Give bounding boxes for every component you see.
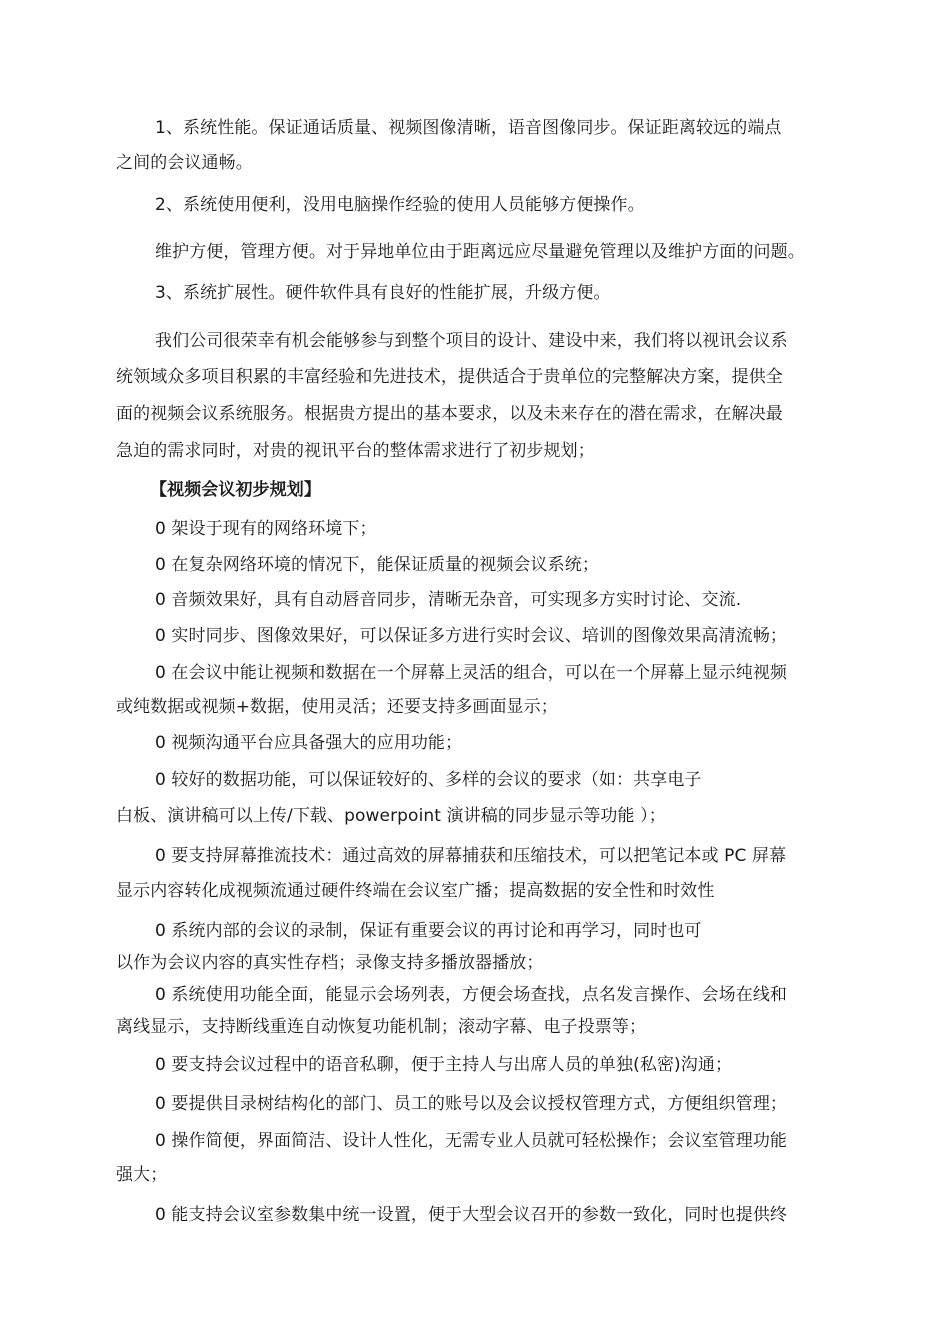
list-item-continuation: 以作为会议内容的真实性存档；录像支持多播放器播放；: [116, 953, 544, 973]
list-item: 0 较好的数据功能，可以保证较好的、多样的会议的要求（如：共享电子: [155, 770, 702, 790]
list-item-continuation: 白板、演讲稿可以上传/下载、powerpoint 演讲稿的同步显示等功能 ）；: [116, 806, 666, 826]
list-item: 0 在会议中能让视频和数据在一个屏幕上灵活的组合，可以在一个屏幕上显示纯视频: [155, 663, 788, 683]
list-item: 0 实时同步、图像效果好，可以保证多方进行实时会议、培训的图像效果高清流畅；: [155, 626, 788, 646]
paragraph-line: 之间的会议通畅。: [116, 153, 253, 173]
paragraph-line: 3、系统扩展性。硬件软件具有良好的性能扩展，升级方便。: [155, 283, 611, 303]
list-item-continuation: 离线显示，支持断线重连自动恢复功能机制；滚动字幕、电子投票等；: [116, 1017, 647, 1037]
list-item-continuation: 显示内容转化成视频流通过硬件终端在会议室广播；提高数据的安全性和时效性: [116, 881, 715, 901]
list-item: 0 在复杂网络环境的情况下，能保证质量的视频会议系统；: [155, 555, 599, 575]
list-item: 0 音频效果好，具有自动唇音同步，清晰无杂音，可实现多方实时讨论、交流.: [155, 590, 742, 610]
paragraph-line: 维护方便，管理方便。对于异地单位由于距离远应尽量避免管理以及维护方面的问题。: [155, 242, 805, 262]
list-item: 0 能支持会议室参数集中统一设置，便于大型会议召开的参数一致化，同时也提供终: [155, 1205, 788, 1225]
list-item: 0 要支持会议过程中的语音私聊，便于主持人与出席人员的单独(私密)沟通；: [155, 1055, 733, 1075]
list-item: 0 视频沟通平台应具备强大的应用功能；: [155, 733, 463, 753]
section-heading: 【视频会议初步规划】: [150, 480, 321, 500]
paragraph-line: 2、系统使用便利，没用电脑操作经验的使用人员能够方便操作。: [155, 195, 645, 215]
list-item-continuation: 强大；: [116, 1165, 168, 1185]
list-item: 0 架设于现有的网络环境下；: [155, 519, 377, 539]
paragraph-line: 1、系统性能。保证通话质量、视频图像清晰，语音图像同步。保证距离较远的端点: [155, 118, 782, 138]
list-item: 0 要支持屏幕推流技术：通过高效的屏幕捕获和压缩技术，可以把笔记本或 PC 屏幕: [155, 846, 787, 866]
list-item: 0 系统使用功能全面，能显示会场列表，方便会场查找，点名发言操作、会场在线和: [155, 985, 788, 1005]
paragraph-line: 我们公司很荣幸有机会能够参与到整个项目的设计、建设中来，我们将以视讯会议系: [155, 331, 788, 351]
paragraph-line: 统领域众多项目积累的丰富经验和先进技术，提供适合于贵单位的完整解决方案，提供全: [116, 367, 783, 387]
list-item: 0 要提供目录树结构化的部门、员工的账号以及会议授权管理方式，方便组织管理；: [155, 1094, 788, 1114]
list-item: 0 系统内部的会议的录制，保证有重要会议的再讨论和再学习，同时也可: [155, 921, 702, 941]
paragraph-line: 面的视频会议系统服务。根据贵方提出的基本要求，以及未来存在的潜在需求，在解决最: [116, 404, 783, 424]
list-item: 0 操作简便，界面简洁、设计人性化，无需专业人员就可轻松操作；会议室管理功能: [155, 1131, 788, 1151]
list-item-continuation: 或纯数据或视频+数据，使用灵活；还要支持多画面显示；: [116, 697, 558, 717]
paragraph-line: 急迫的需求同时，对贵的视讯平台的整体需求进行了初步规划；: [116, 441, 595, 461]
